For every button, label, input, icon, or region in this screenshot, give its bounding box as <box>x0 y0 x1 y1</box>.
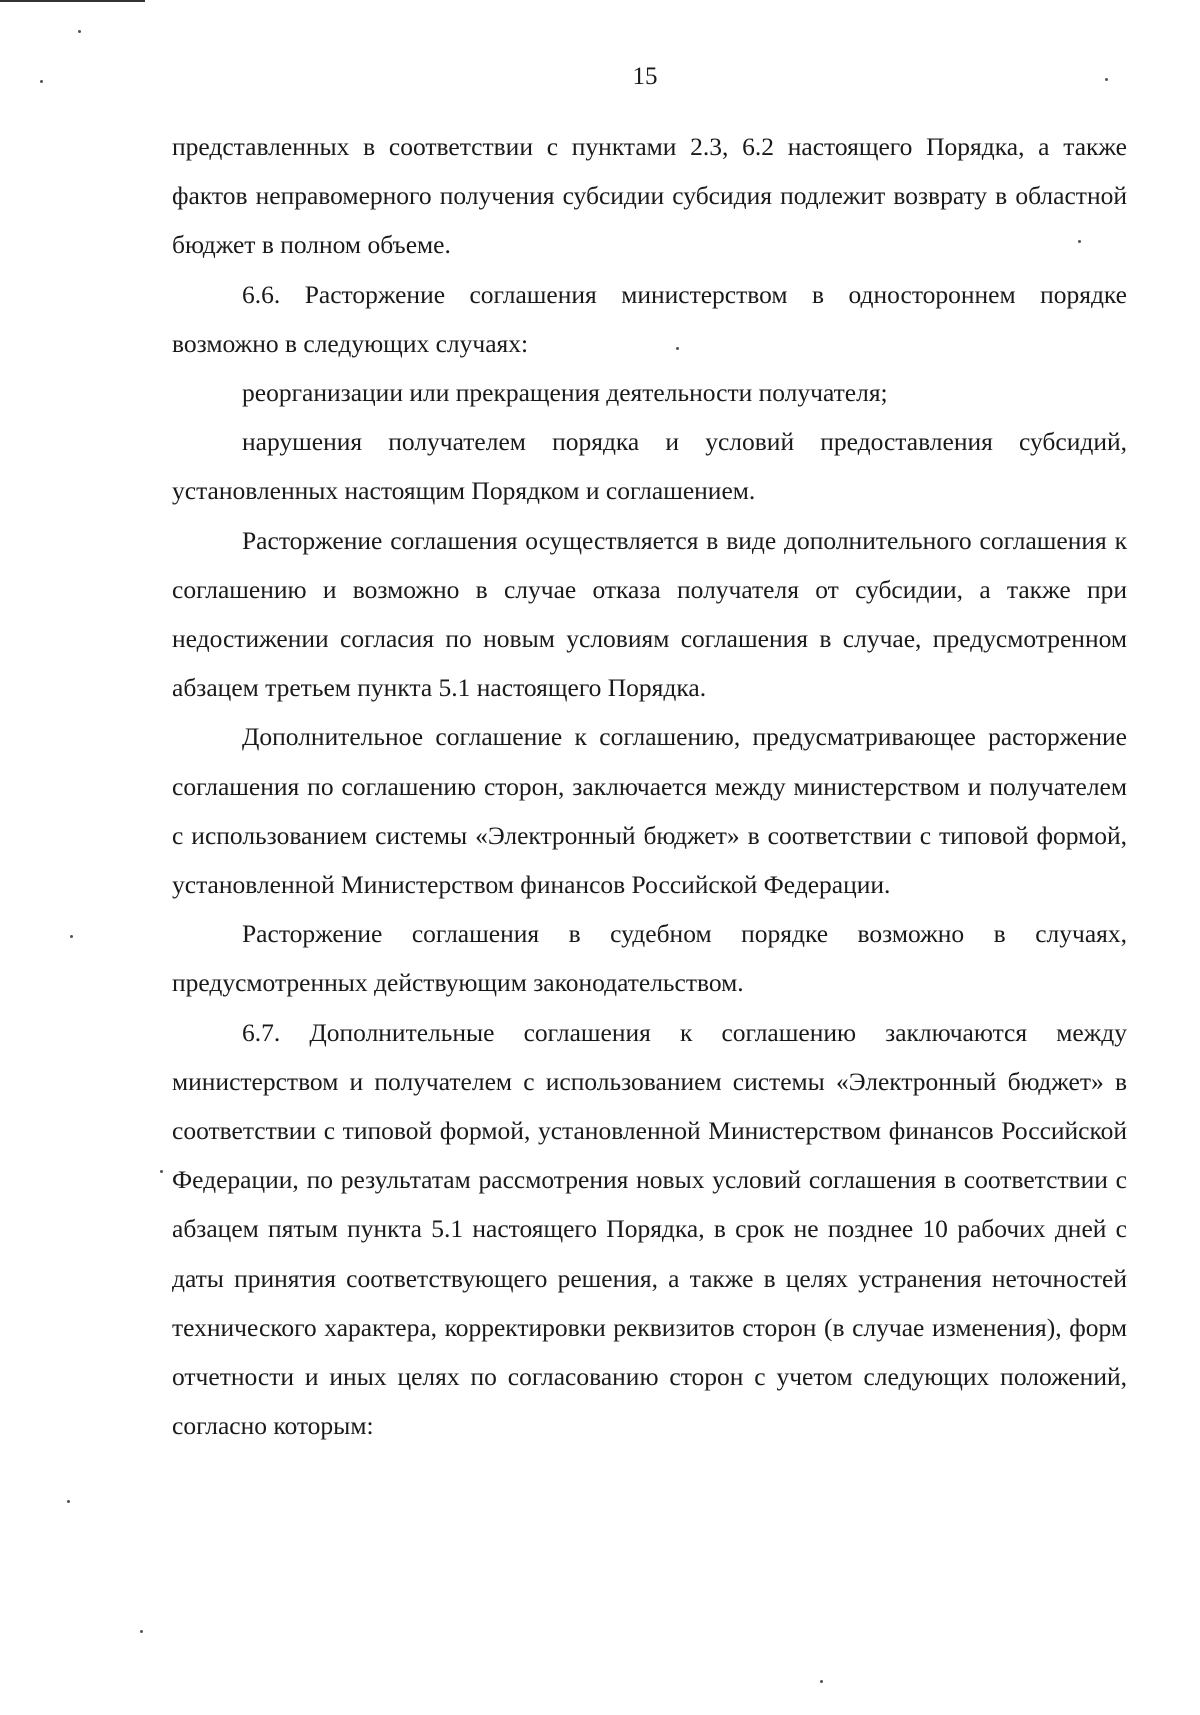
paragraph-additional-agreement: Дополнительное соглашение к соглашению, предусматривающее расторжение соглашения по соглашению сторон, заключается между министерством и получателем с использованием системы «Электронный бюджет» в соответствии с типовой формой, установленной Министерством финансов Российской Федерации. <box>172 722 1127 900</box>
paragraph-6-6: 6.6. Расторжение соглашения министерством в одностороннем порядке возможно в следующих случаях: <box>172 279 1127 358</box>
paragraph-6-7: 6.7. Дополнительные соглашения к соглашению заключаются между министерством и получателем с использованием системы «Электронный бюджет» в соответствии с типовой формой, установленной Министерством финансов Российской Федерации, по результатам рассмотрения новых условий соглашения в соответствии с абзацем пятым пункта 5.1 настоящего Порядка, в срок не позднее 10 рабочих дней с даты принятия соответствующего решения, а также в целях устранения неточностей технического характера, корректировки реквизитов сторон (в случае изменения), форм отчетности и иных целях по согласованию сторон с учетом следующих положений, согласно которым: <box>172 1017 1127 1441</box>
page-number: 15 <box>632 63 658 90</box>
scan-speck <box>70 935 73 938</box>
paragraph-case-violation: нарушения получателем порядка и условий предоставления субсидий, установленных настоящим Порядком и соглашением. <box>172 427 1127 506</box>
paragraph-continuation: представленных в соответствии с пунктами 2.3, 6.2 настоящего Порядка, а также фактов неправомерного получения субсидии субсидия подлежит возврату в областной бюджет в полном объеме. <box>172 132 1127 260</box>
scan-speck <box>1105 78 1108 81</box>
scan-speck <box>820 1680 823 1683</box>
scan-speck <box>78 30 81 33</box>
paragraph-termination-procedure: Расторжение соглашения осуществляется в виде дополнительного соглашения к соглашению и возможно в случае отказа получателя от субсидии, а также при недостижении согласия по новым условиям соглашения в случае, предусмотренном абзацем третьем пункта 5.1 настоящего Порядка. <box>172 525 1127 703</box>
scan-speck <box>140 1630 143 1633</box>
scan-speck <box>160 1170 163 1173</box>
scan-speck <box>67 1500 70 1503</box>
scan-speck <box>1078 240 1081 243</box>
scan-speck <box>676 347 679 350</box>
scan-speck <box>40 80 43 83</box>
paragraph-case-reorganization: реорганизации или прекращения деятельности получателя; <box>242 378 888 408</box>
scan-edge-rule <box>0 0 145 2</box>
paragraph-judicial-termination: Расторжение соглашения в судебном порядке возможно в случаях, предусмотренных действующим законодательством. <box>172 919 1127 998</box>
document-body <box>172 122 1127 1450</box>
